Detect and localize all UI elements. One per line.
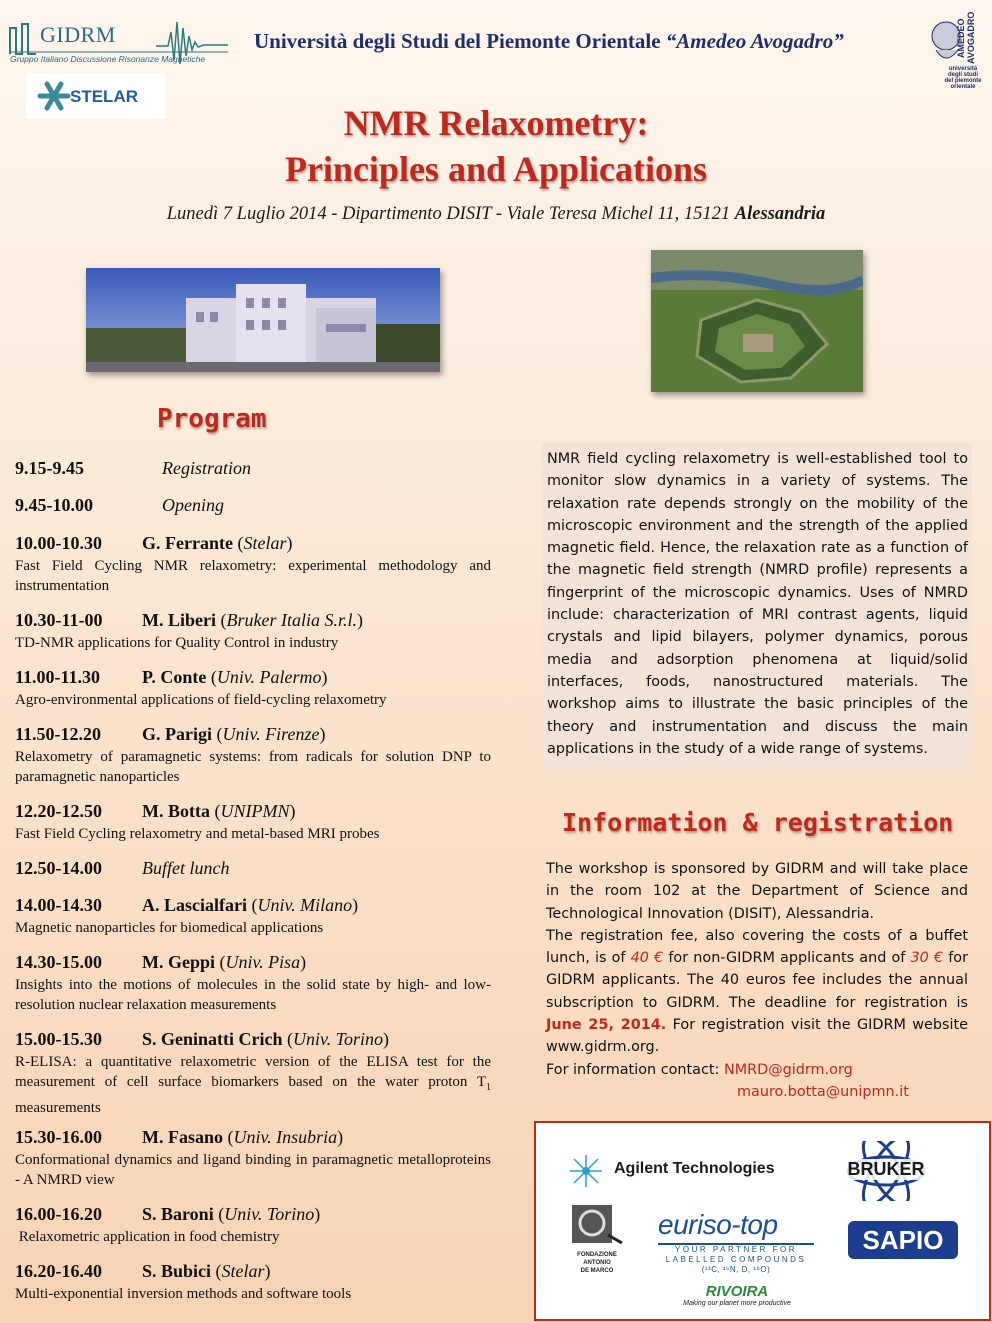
program-desc: Relaxometry of paramagnetic systems: from radicals for solution DNP to paramagnetic nanoparticles bbox=[15, 749, 491, 785]
program-speaker: S. Bubici (Stelar) bbox=[142, 1261, 271, 1281]
program-time: 12.50-14.00 bbox=[15, 858, 102, 878]
program-desc: Conformational dynamics and ligand binding in paramagnetic metalloproteins - A NMRD view bbox=[15, 1152, 491, 1188]
program-desc: Insights into the motions of molecules in the solid state by high- and low-resolution nuclear relaxation measurements bbox=[15, 977, 491, 1013]
program-speaker: G. Ferrante (Stelar) bbox=[142, 533, 293, 553]
avogadro-logo-name: AMEDEO AVOGADRO bbox=[956, 11, 976, 65]
contact-email-1[interactable]: NMRD@gidrm.org bbox=[723, 1061, 853, 1078]
sponsors-box bbox=[534, 1121, 991, 1321]
eurisotop-tag-1: YOUR PARTNER FOR bbox=[675, 1245, 797, 1254]
program-time: 11.00-11.30 bbox=[15, 667, 101, 687]
program-time: 10.30-11-00 bbox=[15, 610, 103, 630]
program-time: 14.00-14.30 bbox=[15, 895, 102, 915]
program-time: 15.00-15.30 bbox=[15, 1029, 102, 1049]
contact-email-2[interactable]: mauro.botta@unipmn.it bbox=[737, 1083, 909, 1100]
fee-non-member: 40 € bbox=[630, 950, 664, 967]
program-speaker: S. Baroni (Univ. Torino) bbox=[142, 1204, 321, 1224]
info-contact-2 bbox=[546, 1081, 968, 1103]
rivoira-tagline: Making our planet more productive bbox=[683, 1300, 791, 1307]
program-desc: Fast Field Cycling NMR relaxometry: experimental methodology and instrumentation bbox=[15, 558, 491, 594]
program-speaker: M. Botta (UNIPMN) bbox=[142, 801, 296, 821]
program-speaker: S. Geninatti Crich (Univ. Torino) bbox=[142, 1029, 390, 1049]
program-time: 16.00-16.20 bbox=[15, 1204, 102, 1224]
program-heading: Program bbox=[157, 404, 267, 434]
program-desc: Agro-environmental applications of field-cycling relaxometry bbox=[15, 692, 387, 708]
program-desc: Relaxometric application in food chemistry bbox=[15, 1229, 280, 1245]
program-speaker: A. Lascialfari (Univ. Milano) bbox=[142, 895, 359, 915]
bruker-logo bbox=[826, 1141, 946, 1201]
eurisotop-tag-3: (¹³C, ¹⁵N, D, ¹⁸O) bbox=[701, 1265, 771, 1274]
info-paragraph-2: The registration fee, also covering the costs of a buffet lunch, is of 40 € for non-GIDRM applicants and of 30 € for GIDRM applicants. The 40 euros fee includes the annual subscription to GIDRM. The deadline for registration is June 25, 2014. For registration visit the GIDRM website www.gidrm.org. bbox=[546, 927, 968, 1056]
info-text bbox=[546, 858, 968, 1103]
program-desc: TD-NMR applications for Quality Control in industry bbox=[15, 635, 339, 651]
fee-member: 30 € bbox=[910, 950, 944, 967]
fondazione-line-2: ANTONIO bbox=[583, 1260, 611, 1266]
title-line-1: NMR Relaxometry: bbox=[343, 103, 649, 143]
program-desc: Multi-exponential inversion methods and software tools bbox=[15, 1286, 352, 1302]
program-time: 9.45-10.00 bbox=[15, 495, 93, 515]
fondazione-line-3: DE MARCO bbox=[580, 1268, 614, 1274]
program-speaker: M. Fasano (Univ. Insubria) bbox=[142, 1127, 344, 1147]
rivoira-text: RIVOIRA bbox=[705, 1283, 769, 1300]
program-time: 16.20-16.40 bbox=[15, 1261, 102, 1281]
eurisotop-logo bbox=[658, 1209, 814, 1273]
rivoira-logo bbox=[682, 1283, 792, 1317]
program-time: 11.50-12.20 bbox=[15, 724, 102, 744]
sapio-logo: SAPIO bbox=[848, 1221, 958, 1259]
program-time: 9.15-9.45 bbox=[15, 458, 84, 478]
disit-building-photo bbox=[86, 268, 440, 372]
program-desc: Fast Field Cycling relaxometry and metal-based MRI probes bbox=[15, 826, 380, 842]
abstract-box: NMR field cycling relaxometry is well-established tool to monitor slow dynamics in a variety of systems. The relaxation rate depends strongly on the mobility of the microscopic environment and the strength of the applied magnetic field. Hence, the relaxation rate as a function of the magnetic field strength (NMRD profile) represents a fingerprint of the microscopic dynamics. Uses of NMRD include: characterization of MRI contrast agents, liquid crystals and lipid bilayers, polymer dynamics, porous media and adsorption phenomena at liquid/solid interfaces, foods, nanostructured materials. The workshop aims to illustrate the basic principles of the theory and instrumentation and discuss the main applications in the study of a wide range of systems. bbox=[542, 443, 972, 770]
program-speaker: G. Parigi (Univ. Firenze) bbox=[142, 724, 326, 744]
deadline: June 25, 2014. bbox=[546, 1017, 667, 1034]
program-label: Buffet lunch bbox=[142, 858, 230, 878]
program-speaker: M. Liberi (Bruker Italia S.r.l.) bbox=[142, 610, 363, 630]
gidrm-logo-text: GIDRM bbox=[40, 22, 116, 47]
program-speaker: P. Conte (Univ. Palermo) bbox=[142, 667, 328, 687]
program-time: 10.00-10.30 bbox=[15, 533, 102, 553]
title-line-2: Principles and Applications bbox=[284, 149, 708, 189]
program-time: 12.20-12.50 bbox=[15, 801, 102, 821]
program-label: Registration bbox=[162, 458, 251, 478]
bruker-text: BRUKER bbox=[830, 1159, 942, 1180]
program-desc: R-ELISA: a quantitative relaxometric version of the ELISA test for the measurement of cell surface biomarkers based on the water proton $T_1$ measurements bbox=[15, 1054, 492, 1116]
agilent-text: Agilent Technologies bbox=[614, 1160, 775, 1177]
eurisotop-tag-2: LABELLED COMPOUNDS bbox=[665, 1255, 807, 1264]
eurisotop-text: euriso-top bbox=[658, 1209, 778, 1240]
fondazione-logo bbox=[570, 1203, 624, 1275]
program-time: 15.30-16.00 bbox=[15, 1127, 102, 1147]
info-contact: For information contact: NMRD@gidrm.org bbox=[546, 1061, 853, 1078]
gidrm-subtitle: Gruppo Italiano Discussione Risonanze Magnetiche bbox=[10, 54, 206, 64]
stelar-logo-text: STELAR bbox=[70, 87, 138, 106]
program-time: 14.30-15.00 bbox=[15, 952, 102, 972]
event-subtitle: Lunedì 7 Luglio 2014 - Dipartimento DISIT - Viale Teresa Michel 11, 15121 Alessandria bbox=[166, 204, 826, 224]
avogadro-logo-sub: università degli studi del piemonte orientale bbox=[944, 66, 982, 90]
program-label: Opening bbox=[162, 495, 224, 515]
program-desc: Magnetic nanoparticles for biomedical applications bbox=[15, 920, 324, 936]
fondazione-line-1: FONDAZIONE bbox=[577, 1252, 617, 1258]
info-heading: Information & registration bbox=[562, 808, 954, 837]
program-speaker: M. Geppi (Univ. Pisa) bbox=[142, 952, 307, 972]
university-title: Università degli Studi del Piemonte Orientale “Amedeo Avogadro” bbox=[254, 29, 844, 53]
info-paragraph-1: The workshop is sponsored by GIDRM and will take place in the room 102 at the Department of Science and Technological Innovation (DISIT), Alessandria. bbox=[546, 861, 968, 922]
citadel-aerial-photo bbox=[651, 250, 863, 392]
